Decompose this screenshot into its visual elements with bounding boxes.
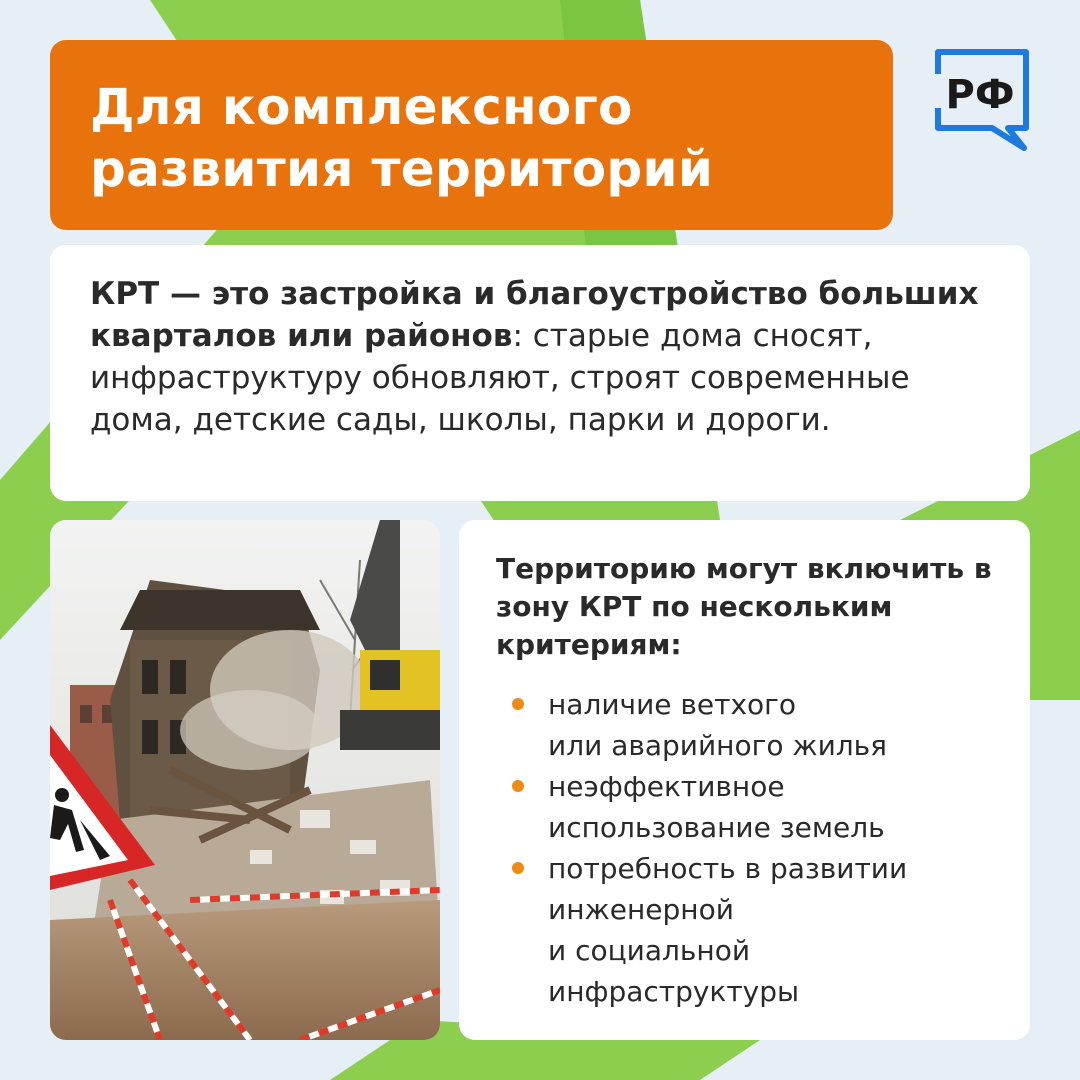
criteria-item-text: неэффективное использование земель [548,770,885,844]
criteria-heading: Территорию могут включить в зону КРТ по нескольким критериям: [496,552,992,661]
criteria-item-text: потребность в развитии инженерной и социальной инфраструктуры [548,852,908,1008]
definition-bold: КРТ — это застройка и благоустройство больших кварталов или районов [90,276,979,354]
title-line-2: развития территорий [90,140,714,198]
title-banner [50,40,893,230]
criteria-card [459,520,1030,1040]
list-item [496,766,1010,848]
demolition-photo [50,520,440,1040]
title-line-1: Для комплексного [90,78,633,136]
list-item [496,684,1010,766]
definition-text [90,273,990,441]
bullet-dot-icon [512,698,524,710]
criteria-list [496,684,1010,1012]
bullet-dot-icon [512,862,524,874]
criteria-item-text: наличие ветхого или аварийного жилья [548,688,888,762]
definition-rest: : старые дома сносят, инфраструктуру обновляют, строят современные дома, детские сады, школы, парки и дороги. [90,318,910,438]
rf-logo [930,48,1034,152]
speech-bubble-icon [930,48,1034,152]
definition-card [50,245,1030,501]
list-item [496,848,1010,1012]
logo-text: РФ [945,72,1015,118]
bullet-dot-icon [512,780,524,792]
